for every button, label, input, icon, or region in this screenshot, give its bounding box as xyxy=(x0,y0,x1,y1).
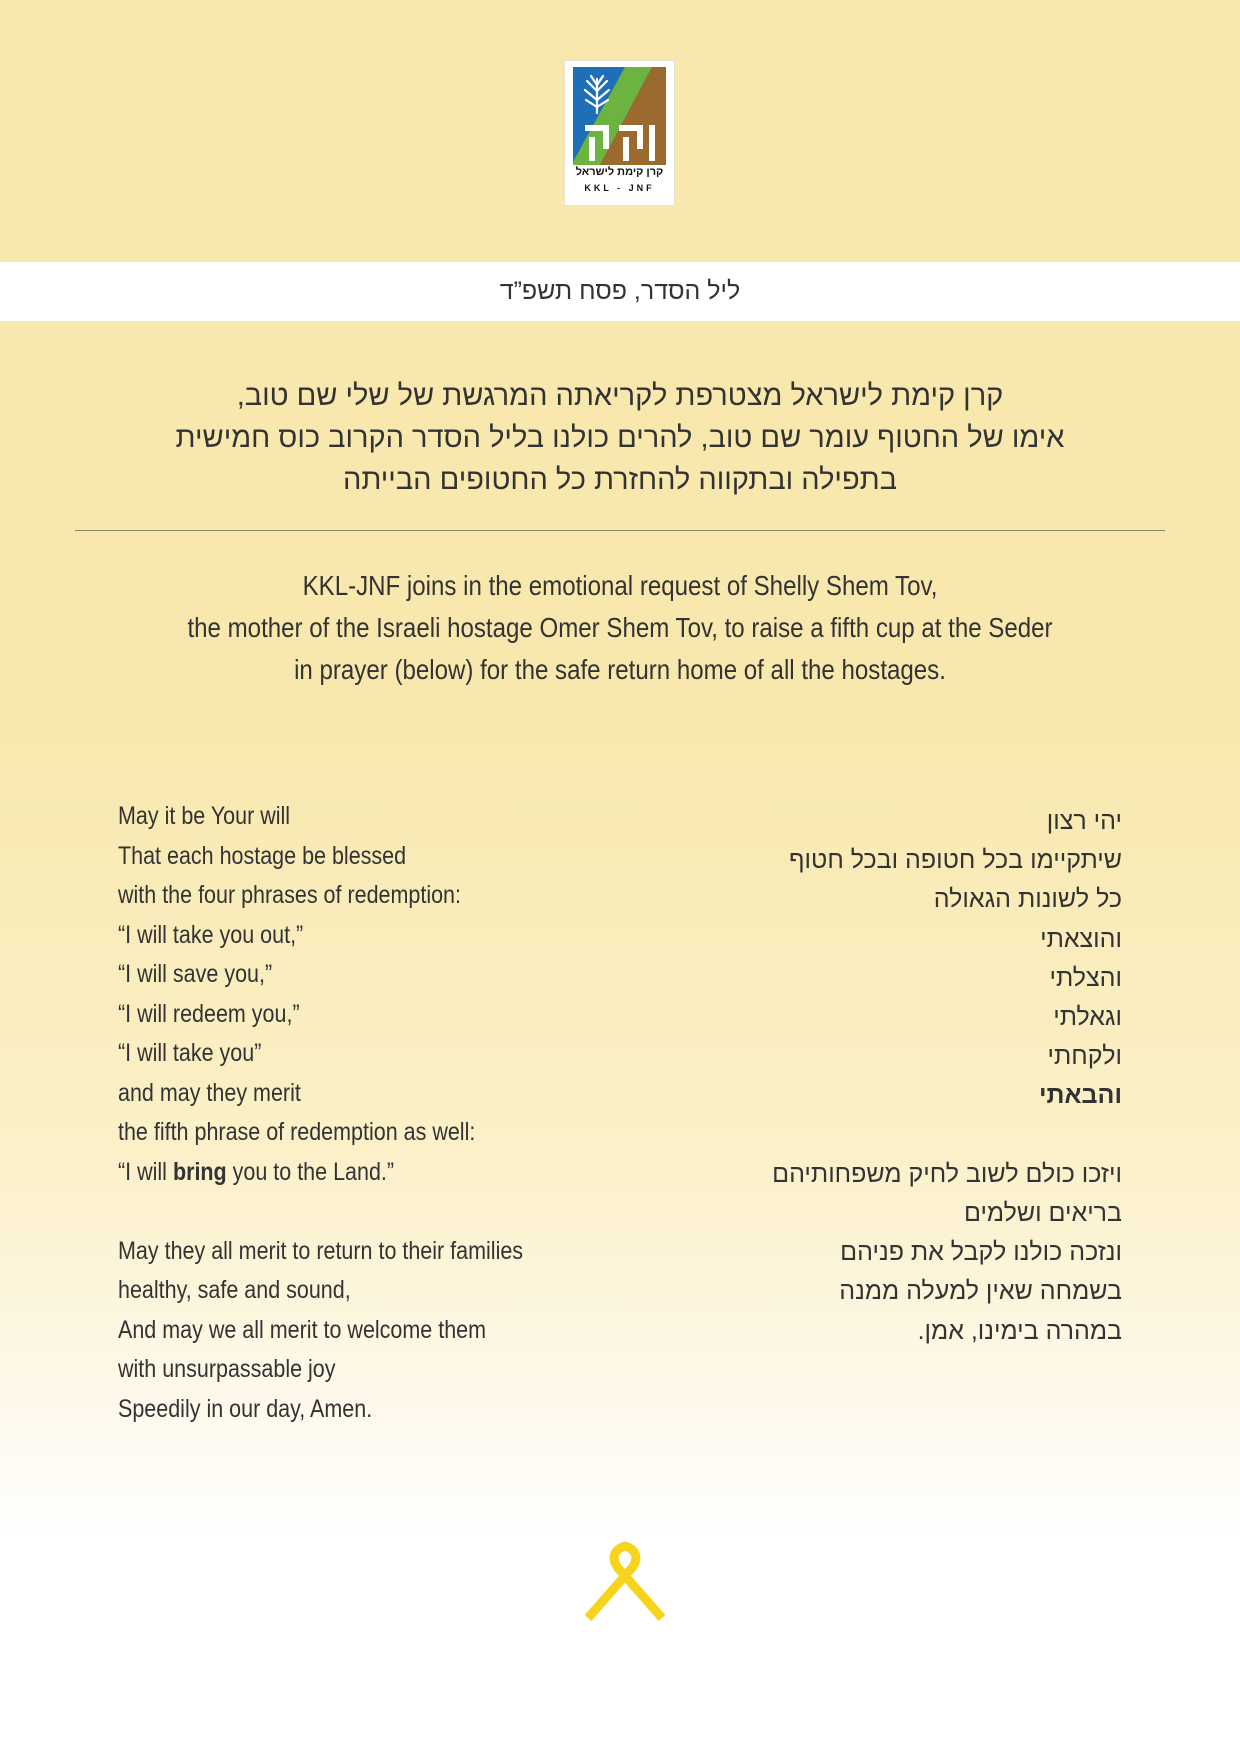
hebrew-prayer-line: ויזכו כולם לשוב לחיק משפחותיהם xyxy=(772,1159,1122,1188)
hebrew-prayer-line: והוצאתי xyxy=(1040,924,1122,953)
final-line-post: you to the Land.” xyxy=(226,1157,395,1186)
hebrew-prayer-line: ולקחתי xyxy=(1047,1042,1122,1071)
english-prayer-line: with the four phrases of redemption: xyxy=(118,881,461,909)
english-intro-line: in prayer (below) for the safe return home of all the hostages. xyxy=(294,654,946,685)
english-prayer-line: May it be Your will xyxy=(118,802,291,830)
hebrew-prayer-line: והצלתי xyxy=(1049,963,1122,992)
logo-english-text: KKL - JNF xyxy=(584,183,655,193)
hebrew-prayer-bold-line: והבאתי xyxy=(1039,1081,1122,1110)
english-prayer-line: “I will redeem you,” xyxy=(118,999,300,1028)
hebrew-prayer-line: כל לשונות הגאולה xyxy=(933,885,1122,914)
english-prayer-line: “I will take you” xyxy=(118,1039,262,1067)
english-prayer-line: with unsurpassable joy xyxy=(118,1355,336,1383)
kkl-jnf-logo xyxy=(565,61,674,205)
ribbon-shape xyxy=(588,1546,662,1618)
english-prayer xyxy=(118,797,678,1429)
hebrew-intro-line: בתפילה ובתקווה להחזרת כל החטופים הבייתה xyxy=(342,464,898,496)
english-intro-line: KKL-JNF joins in the emotional request of Shelly Shem Tov, xyxy=(302,570,938,601)
section-divider xyxy=(75,530,1165,531)
english-prayer-line: Speedily in our day, Amen. xyxy=(118,1394,373,1423)
seder-date: ליל הסדר, פסח תשפ”ד xyxy=(499,277,741,305)
english-intro xyxy=(70,565,1170,691)
hebrew-prayer-line: יהי רצון xyxy=(1046,807,1122,835)
english-prayer-line: “I will save you,” xyxy=(118,960,273,988)
hebrew-prayer-line: במהרה בימינו, אמן. xyxy=(917,1316,1122,1345)
final-line-pre: “I will xyxy=(118,1157,173,1186)
english-prayer-final-line xyxy=(118,1153,600,1193)
hebrew-prayer-line: בשמחה שאין למעלה ממנה xyxy=(839,1277,1122,1306)
kkl-emblem-icon xyxy=(573,67,666,165)
english-prayer-line: healthy, safe and sound, xyxy=(118,1276,351,1304)
final-line-bold: bring xyxy=(172,1157,227,1186)
english-prayer-line: That each hostage be blessed xyxy=(118,841,407,870)
english-prayer-line: May they all merit to return to their families xyxy=(118,1236,524,1265)
hebrew-intro-line: קרן קימת לישראל מצטרפת לקריאתה המרגשת של שלי שם טוב, xyxy=(236,380,1004,412)
hebrew-prayer xyxy=(642,802,1122,1351)
hebrew-prayer-line: וגאלתי xyxy=(1053,1003,1122,1032)
english-prayer-line: the fifth phrase of redemption as well: xyxy=(118,1118,476,1146)
hebrew-intro xyxy=(100,375,1140,501)
hebrew-intro-line: אימו של החטוף עומר שם טוב, להרים כולנו בליל הסדר הקרוב כוס חמישית xyxy=(175,422,1065,454)
english-prayer-line: “I will take you out,” xyxy=(118,920,304,949)
hebrew-prayer-line: ונזכה כולנו לקבל את פניהם xyxy=(840,1238,1122,1267)
yellow-ribbon-icon xyxy=(580,1540,670,1625)
hebrew-prayer-line: שיתקיימו בכל חטופה ובכל חטוף xyxy=(788,846,1122,875)
date-banner xyxy=(0,262,1240,321)
logo-hebrew-text: קרן קימת לישראל xyxy=(575,166,664,178)
english-intro-line: the mother of the Israeli hostage Omer Shem Tov, to raise a fifth cup at the Seder xyxy=(187,612,1053,643)
english-prayer-line: and may they merit xyxy=(118,1078,301,1107)
hebrew-prayer-line: בריאים ושלמים xyxy=(963,1199,1122,1228)
english-prayer-line: And may we all merit to welcome them xyxy=(118,1315,487,1344)
